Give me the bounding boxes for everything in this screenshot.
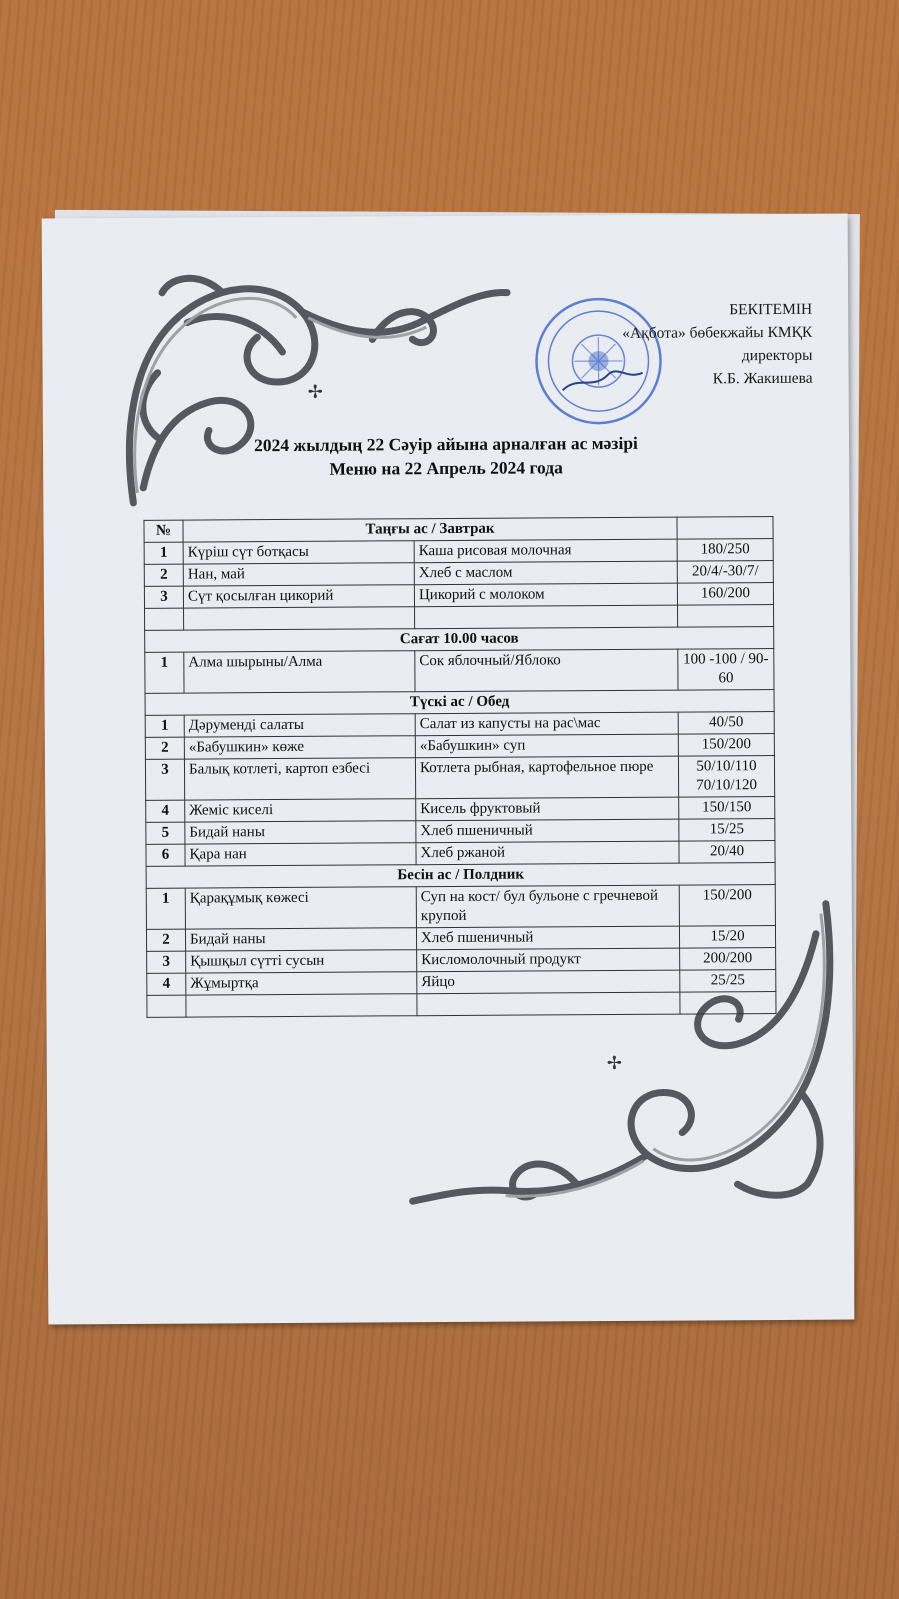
menu-row (146, 885, 775, 930)
row-number: 2 (145, 737, 184, 759)
row-number: 4 (146, 800, 185, 822)
portion-grams (680, 992, 776, 1015)
portion-grams: 180/250 (677, 539, 773, 562)
dish-name-ru: Хлеб пшеничный (416, 819, 679, 843)
row-number (147, 995, 186, 1017)
section-label: Бесін ас / Полдник (146, 863, 775, 889)
row-number: 2 (144, 564, 183, 586)
approval-name: К.Б. Жакишева (712, 369, 813, 388)
dish-name-kz: Қарақұмық көжесі (185, 887, 416, 929)
portion-grams: 150/200 (678, 734, 774, 757)
dish-name-kz: Қара нан (185, 843, 416, 866)
menu-table (143, 516, 776, 1018)
portion-grams: 20/40 (679, 841, 775, 864)
portion-grams: 20/4/-30/7/ (677, 561, 773, 584)
section-label: Сағат 10.00 часов (145, 627, 774, 653)
dish-name-ru: Котлета рыбная, картофельное пюре (415, 756, 678, 799)
dish-name-ru: Суп на кост/ бул бульоне с гречневой крупой (416, 885, 679, 928)
row-number: 1 (146, 888, 185, 929)
dish-name-kz: Күріш сүт ботқасы (183, 541, 414, 564)
row-number: 1 (144, 542, 183, 564)
row-number: 5 (146, 822, 185, 844)
dish-name-kz: Жеміс киселі (185, 799, 416, 822)
portion-grams: 150/150 (679, 797, 775, 820)
title-kz: 2024 жылдың 22 Сәуір айына арналған ас мәзірі (254, 432, 638, 456)
dish-name-kz: Бидай наны (185, 821, 416, 844)
dish-name-ru: Каша рисовая молочная (414, 539, 677, 563)
approval-organization: «Ақбота» бөбекжайы КМҚК (622, 323, 813, 342)
dish-name-ru (415, 605, 678, 629)
dish-name-ru: Яйцо (417, 970, 680, 994)
dish-name-kz: «Бабушкин» көже (184, 736, 415, 759)
row-number (145, 608, 184, 630)
dish-name-ru: Хлеб ржаной (416, 841, 679, 865)
section-label: Түскі ас / Обед (145, 690, 774, 716)
row-number: 6 (146, 844, 185, 866)
menu-row (145, 649, 774, 694)
section-label: Таңғы ас / Завтрак (183, 517, 677, 542)
dish-name-kz: Бидай наны (185, 928, 416, 951)
dish-name-ru: Сок яблочный/Яблоко (415, 649, 678, 692)
dish-name-kz: Алма шырыны/Алма (184, 651, 415, 693)
dish-name-kz: Балық котлеті, картоп езбесі (184, 758, 415, 800)
registration-cross-bottom: ✢ (606, 1052, 622, 1074)
portion-grams: 100 -100 / 90-60 (678, 649, 774, 691)
row-number: 1 (145, 715, 184, 737)
row-number: 2 (146, 929, 185, 951)
dish-name-ru: «Бабушкин» суп (415, 734, 678, 758)
registration-cross-top: ✢ (307, 381, 323, 402)
portion-grams: 200/200 (680, 948, 776, 971)
column-number-header: № (144, 520, 183, 542)
dish-name-ru: Салат из капусты на рас\мас (415, 712, 678, 736)
approval-position: директоры (741, 346, 813, 365)
dish-name-ru: Кисломолочный продукт (417, 948, 680, 972)
portion-grams: 150/200 (679, 885, 775, 927)
portion-grams: 40/50 (678, 712, 774, 735)
dish-name-kz: Жұмыртқа (186, 972, 417, 995)
portion-grams (678, 605, 774, 628)
row-number: 3 (145, 759, 184, 800)
portion-grams: 25/25 (680, 970, 776, 993)
row-number: 1 (145, 652, 184, 693)
approval-block (602, 298, 813, 391)
approval-heading: БЕКІТЕМІН (729, 300, 813, 319)
dish-name-ru (417, 992, 680, 1016)
row-number: 3 (147, 951, 186, 973)
portion-grams: 50/10/110 70/10/120 (678, 756, 774, 798)
dish-name-ru: Цикорий с молоком (414, 583, 677, 607)
dish-name-ru: Хлеб с маслом (414, 561, 677, 585)
dish-name-kz (186, 994, 417, 1017)
dish-name-kz: Қышқыл сүтті сусын (186, 950, 417, 973)
menu-row (145, 756, 774, 801)
dish-name-ru: Хлеб пшеничный (416, 926, 679, 950)
row-number: 3 (144, 586, 183, 608)
menu-sheet (42, 214, 855, 1325)
row-number: 4 (147, 973, 186, 995)
dish-name-kz: Сүт қосылған цикорий (183, 585, 414, 608)
dish-name-kz (184, 607, 415, 630)
menu-row (147, 992, 776, 1018)
empty-cell (677, 517, 773, 540)
portion-grams: 15/25 (679, 819, 775, 842)
portion-grams: 160/200 (677, 583, 773, 606)
title-ru: Меню на 22 Апрель 2024 года (329, 457, 563, 479)
dish-name-kz: Нан, май (183, 563, 414, 586)
dish-name-ru: Кисель фруктовый (416, 797, 679, 821)
portion-grams: 15/20 (679, 926, 775, 949)
dish-name-kz: Дәруменді салаты (184, 714, 415, 737)
